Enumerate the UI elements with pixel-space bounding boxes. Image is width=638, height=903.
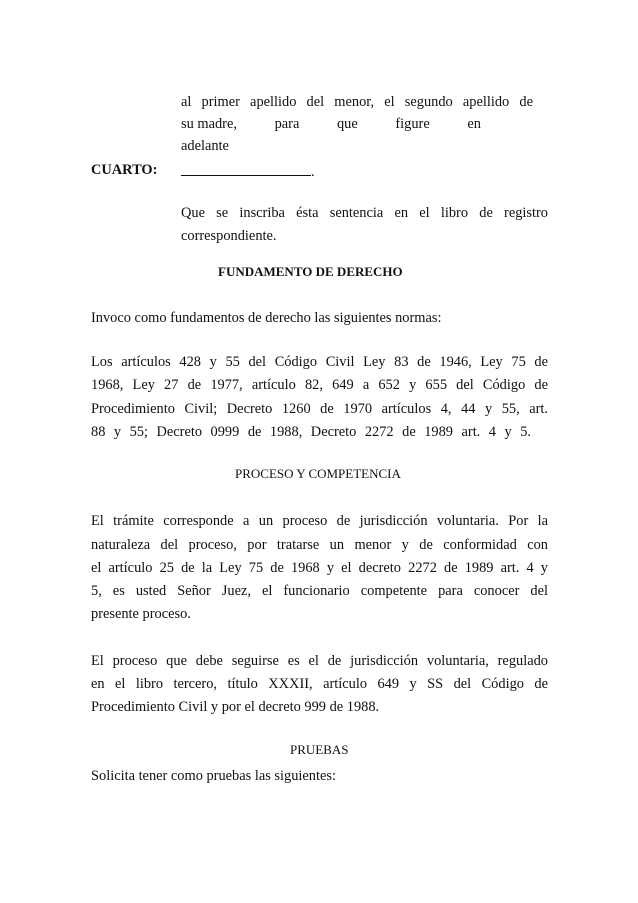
process-paragraph-1-line: El trámite corresponde a un proceso de jurisdicción voluntaria. Por la [91, 513, 548, 529]
legal-basis-line: 88 y 55; Decreto 0999 de 1988, Decreto 2272 de 1989 art. 4 y 5. [91, 424, 531, 440]
process-paragraph-1-line: 5, es usted Señor Juez, el funcionario competente para conocer del [91, 583, 548, 599]
clause-word: que [336, 116, 358, 132]
evidence-intro: Solicita tener como pruebas las siguientes: [91, 768, 336, 784]
clause-word: en [467, 116, 481, 132]
legal-basis-line: 1968, Ley 27 de 1977, artículo 82, 649 a 652 y 655 del Código de [91, 377, 548, 393]
process-paragraph-1-line: el artículo 25 de la Ley 75 de 1968 y el decreto 2272 de 1989 art. 4 y [91, 560, 548, 576]
order-line-2: correspondiente. [181, 228, 277, 244]
fill-in-blank [181, 161, 311, 176]
legal-basis-line: Procedimiento Civil; Decreto 1260 de 1970 artículos 4, 44 y 55, art. [91, 401, 548, 417]
clause-word: su madre, [181, 116, 237, 132]
order-line-1: Que se inscriba ésta sentencia en el libro de registro [181, 205, 548, 221]
evidence-heading: PRUEBAS [290, 742, 349, 757]
legal-basis-line: Los artículos 428 y 55 del Código Civil Ley 83 de 1946, Ley 75 de [91, 354, 548, 370]
process-paragraph-2-line: en el libro tercero, título XXXII, artículo 649 y SS del Código de [91, 676, 548, 692]
process-paragraph-1-line: presente proceso. [91, 606, 191, 622]
clause-continuation-line-3: adelante [181, 138, 229, 154]
blank-suffix: . [311, 164, 315, 180]
clause-continuation-line-2 [181, 115, 481, 133]
legal-basis-intro: Invoco como fundamentos de derecho las siguientes normas: [91, 310, 442, 326]
process-paragraph-2-line: El proceso que debe seguirse es el de jurisdicción voluntaria, regulado [91, 653, 548, 669]
clause-word: figure [395, 116, 430, 132]
legal-basis-heading: FUNDAMENTO DE DERECHO [218, 264, 403, 279]
clause-blank-line [181, 161, 315, 181]
process-paragraph-2-line: Procedimiento Civil y por el decreto 999 de 1988. [91, 699, 380, 715]
process-paragraph-1-line: naturaleza del proceso, por tratarse un menor y de conformidad con [91, 537, 548, 553]
clause-word: para [274, 116, 300, 132]
clause-continuation-line-1: al primer apellido del menor, el segundo apellido de [181, 94, 533, 110]
clause-label-cuarto: CUARTO: [91, 162, 158, 178]
process-heading: PROCESO Y COMPETENCIA [235, 466, 401, 481]
